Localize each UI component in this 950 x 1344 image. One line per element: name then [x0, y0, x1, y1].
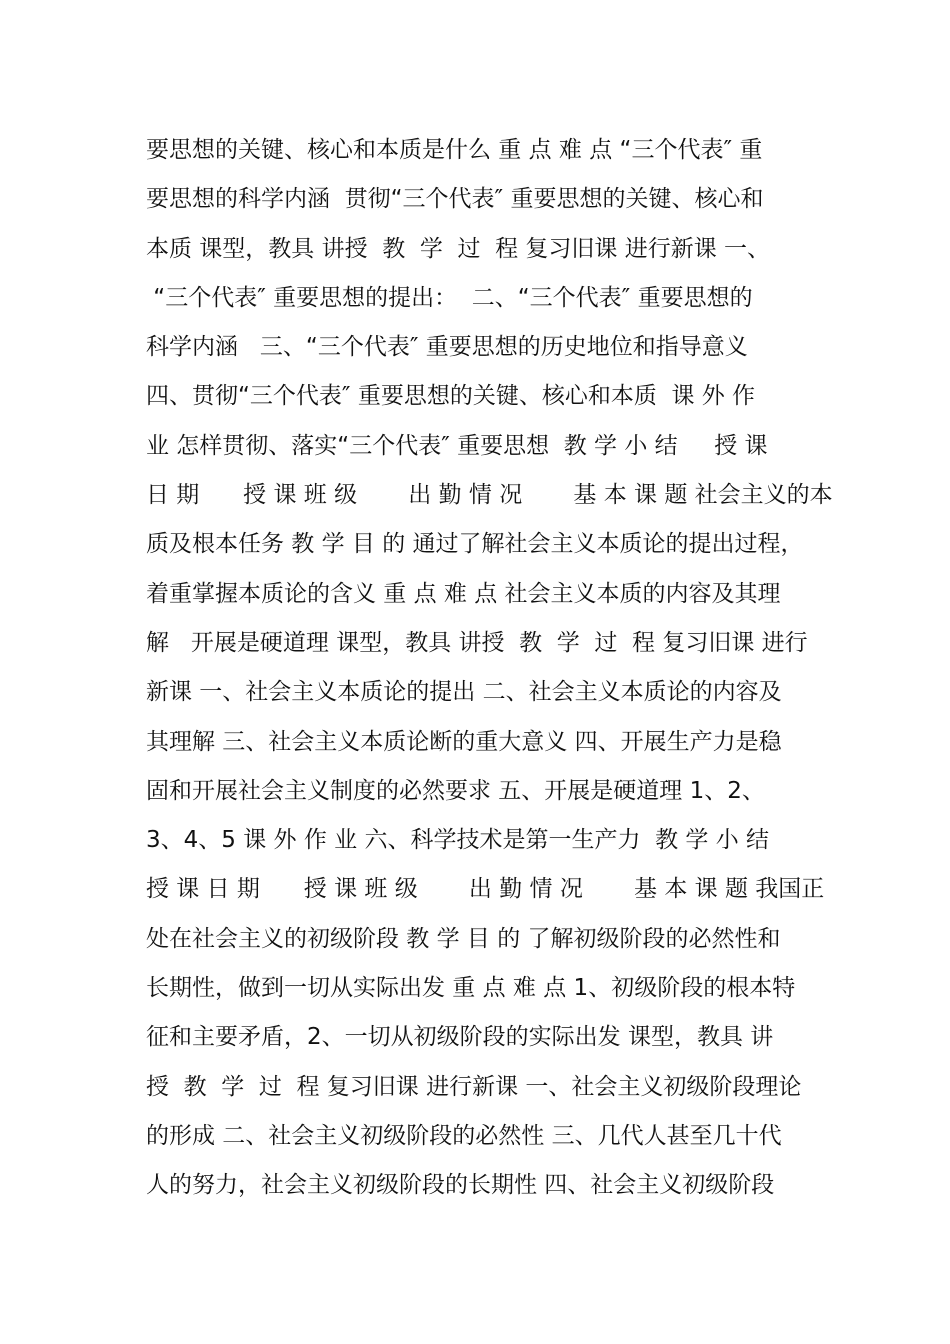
text-line: 着重掌握本质论的含义 重 点 难 点 社会主义本质的内容及其理	[146, 580, 781, 607]
text-line: 的形成 二、社会主义初级阶段的必然性 三、几代人甚至几十代	[146, 1122, 782, 1149]
text-line: 解 开展是硬道理 课型，教具 讲授 教 学 过 程 复习旧课 进行	[146, 629, 808, 656]
text-line: 其理解 三、社会主义本质论断的重大意义 四、开展生产力是稳	[146, 728, 782, 755]
body-text	[146, 126, 833, 1211]
text-line: 四、贯彻“三个代表″ 重要思想的关键、核心和本质 课 外 作	[146, 383, 756, 410]
text-line: 3、4、5 课 外 作 业 六、科学技术是第一生产力 教 学 小 结	[146, 827, 770, 854]
text-line: “三个代表″ 重要思想的提出： 二、“三个代表″ 重要思想的	[146, 284, 753, 311]
text-line: 授 课 日 期 授 课 班 级 出 勤 情 况 基 本 课 题 我国正	[146, 876, 825, 903]
text-line: 本质 课型，教具 讲授 教 学 过 程 复习旧课 进行新课 一、	[146, 235, 771, 262]
text-line: 授 教 学 过 程 复习旧课 进行新课 一、社会主义初级阶段理论	[146, 1073, 802, 1100]
text-line: 征和主要矛盾，2、一切从初级阶段的实际出发 课型，教具 讲	[146, 1024, 774, 1051]
text-line: 要思想的科学内涵 贯彻“三个代表″ 重要思想的关键、核心和	[146, 186, 764, 213]
text-line: 新课 一、社会主义本质论的提出 二、社会主义本质论的内容及	[146, 679, 782, 706]
text-line: 业 怎样贯彻、落实“三个代表″ 重要思想 教 学 小 结 授 课	[146, 432, 768, 459]
text-line: 日 期 授 课 班 级 出 勤 情 况 基 本 课 题 社会主义的本	[146, 482, 833, 509]
text-line: 科学内涵 三、“三个代表″ 重要思想的历史地位和指导意义	[146, 334, 748, 361]
text-line: 处在社会主义的初级阶段 教 学 目 的 了解初级阶段的必然性和	[146, 925, 781, 952]
text-line: 要思想的关键、核心和本质是什么 重 点 难 点 “三个代表″ 重	[146, 137, 763, 163]
text-line: 人的努力，社会主义初级阶段的长期性 四、社会主义初级阶段	[146, 1172, 775, 1199]
text-line: 质及根本任务 教 学 目 的 通过了解社会主义本质论的提出过程，	[146, 531, 804, 558]
text-line: 固和开展社会主义制度的必然要求 五、开展是硬道理 1、2、	[146, 777, 765, 804]
text-line: 长期性，做到一切从实际出发 重 点 难 点 1、初级阶段的根本特	[146, 975, 796, 1002]
